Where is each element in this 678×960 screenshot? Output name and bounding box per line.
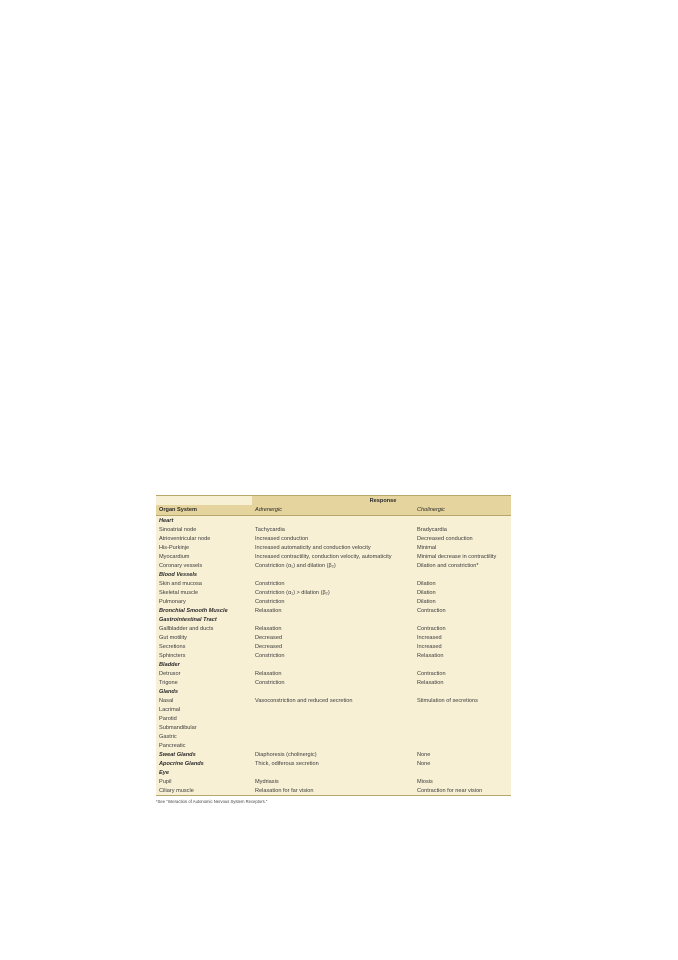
organ-cell: Skin and mucosa: [159, 580, 202, 587]
response-header-spacer: [156, 496, 252, 505]
section-title: Heart: [159, 517, 174, 524]
table-row: [156, 705, 511, 714]
cholinergic-cell: Increased: [417, 643, 442, 650]
organ-cell: Apocrine Glands: [159, 760, 204, 767]
section-inline-row: [156, 759, 511, 768]
cholinergic-cell: Relaxation: [417, 652, 444, 659]
response-group-header: Response: [252, 496, 511, 505]
adrenergic-cell: Increased contractility, conduction velocity, automaticity: [255, 553, 392, 560]
cholinergic-cell: [414, 741, 511, 750]
table-row: [156, 624, 511, 633]
organ-cell: Lacrimal: [159, 706, 181, 713]
section-inline-row: [156, 750, 511, 759]
table-row: [156, 786, 511, 795]
organ-cell: Trigone: [159, 679, 178, 686]
cholinergic-cell: Bradycardia: [417, 526, 447, 533]
table-row: [156, 678, 511, 687]
section-title: Gastrointestinal Tract: [159, 616, 217, 623]
cholinergic-cell: Dilation: [417, 580, 436, 587]
organ-cell: Sphincters: [159, 652, 186, 659]
cholinergic-cell: Dilation: [417, 589, 436, 596]
organ-cell: Bronchial Smooth Muscle: [159, 607, 228, 614]
table-row: [156, 561, 511, 570]
cholinergic-cell: Increased: [417, 634, 442, 641]
table-row: [156, 777, 511, 786]
cholinergic-cell: Minimal decrease in contractility: [417, 553, 497, 560]
adrenergic-cell: Constriction: [255, 652, 285, 659]
table-row: [156, 714, 511, 723]
cholinergic-cell: None: [417, 760, 431, 767]
table-row: [156, 741, 511, 750]
section-title: Bladder: [159, 661, 180, 668]
adrenergic-cell: Constriction: [255, 679, 285, 686]
adrenergic-cell: Relaxation: [255, 670, 282, 677]
adrenergic-cell: Diaphoresis (cholinergic): [255, 751, 317, 758]
adrenergic-cell: Constriction: [255, 580, 285, 587]
organ-cell: Detrusor: [159, 670, 181, 677]
cholinergic-cell: Dilation: [417, 598, 436, 605]
section-header-row: [156, 768, 511, 777]
table-row: [156, 723, 511, 732]
adrenergic-cell: [252, 741, 414, 750]
adrenergic-cell: [252, 705, 414, 714]
table-row: [156, 696, 511, 705]
adrenergic-cell: Constriction (α₁) and dilation (β₂): [255, 562, 336, 569]
cholinergic-cell: Miosis: [417, 778, 433, 785]
section-header-row: [156, 687, 511, 696]
column-header-adrenergic: Adrenergic: [252, 505, 414, 516]
section-inline-row: [156, 606, 511, 615]
section-header-row: [156, 660, 511, 669]
organ-cell: Submandibular: [159, 724, 197, 731]
adrenergic-cell: Vasoconstriction and reduced secretion: [255, 697, 353, 704]
adrenergic-cell: Relaxation for far vision: [255, 787, 314, 794]
autonomic-response-table: [156, 496, 511, 795]
organ-cell: Coronary vessels: [159, 562, 203, 569]
section-title: Eye: [159, 769, 169, 776]
table-row: [156, 525, 511, 534]
adrenergic-cell: Constriction (α₁) > dilation (β₂): [255, 589, 330, 596]
organ-cell: Gastric: [159, 733, 177, 740]
table-row: [156, 579, 511, 588]
organ-cell: Sweat Glands: [159, 751, 196, 758]
organ-cell: Parotid: [159, 715, 177, 722]
table-row: [156, 651, 511, 660]
organ-cell: Gut motility: [159, 634, 187, 641]
table-row: [156, 543, 511, 552]
table-row: [156, 597, 511, 606]
organ-cell: Gallbladder and ducts: [159, 625, 214, 632]
table-body: [156, 516, 511, 796]
adrenergic-cell: Thick, odiferous secretion: [255, 760, 319, 767]
response-group-header-row: [156, 496, 511, 505]
cholinergic-cell: Stimulation of secretions: [417, 697, 478, 704]
cholinergic-cell: Decreased conduction: [417, 535, 473, 542]
cholinergic-cell: Contraction: [417, 607, 446, 614]
adrenergic-cell: Relaxation: [255, 607, 282, 614]
adrenergic-cell: Relaxation: [255, 625, 282, 632]
adrenergic-cell: [252, 732, 414, 741]
cholinergic-cell: [414, 714, 511, 723]
organ-cell: Nasal: [159, 697, 174, 704]
section-header-row: [156, 570, 511, 579]
column-header-cholinergic: Cholinergic: [414, 505, 511, 516]
organ-cell: His-Purkinje: [159, 544, 190, 551]
adrenergic-cell: [252, 723, 414, 732]
organ-cell: Skeletal muscle: [159, 589, 199, 596]
section-title: Blood Vessels: [159, 571, 198, 578]
table-footnote: *See “Interaction of Autonomic Nervous System Receptors.”: [156, 799, 268, 804]
cholinergic-cell: [414, 705, 511, 714]
cholinergic-cell: Dilation and constriction*: [417, 562, 479, 569]
cholinergic-cell: Relaxation: [417, 679, 444, 686]
adrenergic-cell: Decreased: [255, 643, 283, 650]
section-title: Glands: [159, 688, 178, 695]
cholinergic-cell: [414, 732, 511, 741]
adrenergic-cell: Tachycardia: [255, 526, 285, 533]
organ-cell: Sinoatrial node: [159, 526, 197, 533]
organ-cell: Pancreatic: [159, 742, 186, 749]
section-header-row: [156, 516, 511, 526]
cholinergic-cell: None: [417, 751, 431, 758]
column-header-organ-system: Organ System: [156, 505, 252, 516]
column-header-row: [156, 505, 511, 516]
cholinergic-cell: Contraction for near vision: [417, 787, 483, 794]
table-box: [156, 495, 511, 796]
adrenergic-cell: Increased conduction: [255, 535, 309, 542]
organ-cell: Myocardium: [159, 553, 190, 560]
organ-cell: Pupil: [159, 778, 172, 785]
table-row: [156, 633, 511, 642]
cholinergic-cell: Minimal: [417, 544, 437, 551]
section-header-row: [156, 615, 511, 624]
adrenergic-cell: [252, 714, 414, 723]
cholinergic-cell: Contraction: [417, 670, 446, 677]
adrenergic-cell: Decreased: [255, 634, 283, 641]
organ-cell: Pulmonary: [159, 598, 186, 605]
adrenergic-cell: Mydriasis: [255, 778, 279, 785]
adrenergic-cell: Constriction: [255, 598, 285, 605]
cholinergic-cell: [414, 723, 511, 732]
table-row: [156, 669, 511, 678]
table-row: [156, 552, 511, 561]
table-row: [156, 534, 511, 543]
table-row: [156, 588, 511, 597]
autonomic-response-table-container: [156, 495, 511, 805]
organ-cell: Atrioventricular node: [159, 535, 211, 542]
adrenergic-cell: Increased automaticity and conduction velocity: [255, 544, 371, 551]
organ-cell: Ciliary muscle: [159, 787, 194, 794]
organ-cell: Secretions: [159, 643, 186, 650]
table-row: [156, 732, 511, 741]
table-row: [156, 642, 511, 651]
cholinergic-cell: Contraction: [417, 625, 446, 632]
